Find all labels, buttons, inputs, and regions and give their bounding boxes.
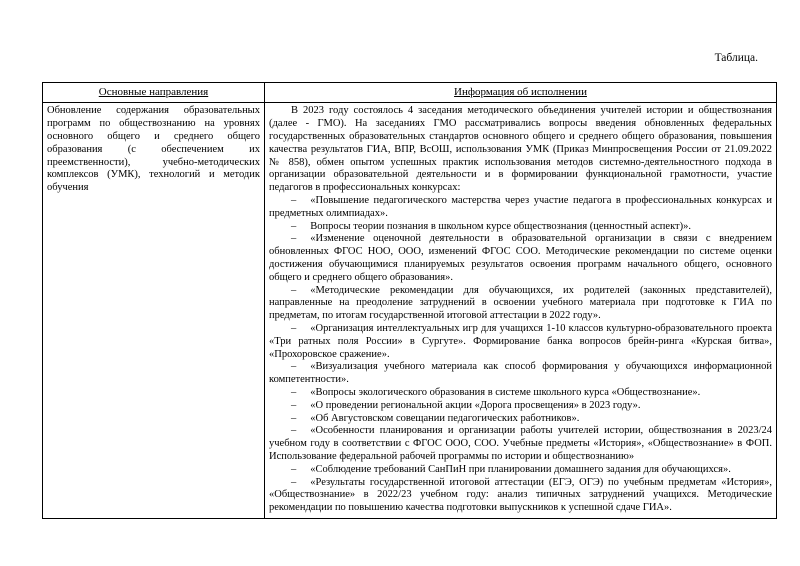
dash-marker: – — [291, 476, 297, 488]
list-item — [269, 195, 772, 221]
column-header-directions-label: Основные направления — [98, 86, 209, 98]
column-header-info — [265, 83, 777, 103]
list-item — [269, 233, 772, 284]
list-item-text: «Соблюдение требований СанПиН при планировании домашнего задания для обучающихся». — [310, 463, 731, 475]
table-header-row — [43, 83, 777, 103]
list-item — [269, 387, 772, 400]
list-item — [269, 413, 772, 426]
dash-marker: – — [291, 322, 297, 334]
list-item-text: «Визуализация учебного материала как способ формирования у обучающихся информационной компетентности». — [269, 361, 772, 386]
list-item — [269, 400, 772, 413]
cell-direction — [43, 103, 265, 519]
list-item-text: «Повышение педагогического мастерства через участие педагога в профессиональных конкурсах и предметных олимпиадах». — [269, 194, 772, 219]
main-table — [42, 82, 777, 519]
direction-text: Обновление содержания образовательных программ по обществознанию на уровнях основного общего и среднего общего образования (с обеспечением их преемственности), учебно-методических комплексов (УМК), технологий и методик обучения — [47, 105, 260, 194]
list-item-text: «Организация интеллектуальных игр для учащихся 1-10 классов культурно-образовательного проекта «Три ратных поля России» в Сургуте». Формирование банка вопросов брейн-ринга «Курская битва», «Прохоровское сражение». — [269, 322, 772, 360]
dash-marker: – — [291, 233, 297, 245]
column-header-info-label: Информация об исполнении — [454, 86, 587, 98]
list-item-text: «Методические рекомендации для обучающихся, их родителей (законных представителей), направленные на преодоление затруднений в освоении учебного материала при подготовке к ГИА по предметам, по итогам государственной итоговой аттестации в 2022 году». — [269, 284, 772, 322]
list-item — [269, 464, 772, 477]
dash-marker: – — [291, 399, 297, 411]
table-caption: Таблица. — [714, 52, 758, 64]
dash-marker: – — [291, 425, 297, 437]
dash-marker: – — [291, 220, 297, 232]
list-item — [269, 285, 772, 323]
cell-info — [265, 103, 777, 519]
list-item-text: «Особенности планирования и организации работы учителей истории, обществознания в 2023/24 учебном году в соответствии с ФГОС ООО, СОО. Учебные предметы «История», «Обществознание» в ФОП. Использование федеральной рабочей программы по истории и обществознанию» — [269, 425, 772, 462]
list-item-text: «Об Августовском совещании педагогических работников». — [310, 412, 580, 424]
list-item — [269, 477, 772, 515]
list-item-text: «Результаты государственной итоговой аттестации (ЕГЭ, ОГЭ) по учебным предметам «История», «Обществознание» в 2022/23 учебном году: анализ типичных затруднений учащихся. Методические рекомендации по повышению качества подготовки выпускников к успешной сдаче ГИА». — [269, 476, 772, 514]
list-item-text: «О проведении региональной акции «Дорога просвещения» в 2023 году». — [310, 399, 641, 411]
column-header-directions — [43, 83, 265, 103]
info-intro-text: В 2023 году состоялось 4 заседания методического объединения учителей истории и обществознания (далее - ГМО). На заседаниях ГМО рассматривались вопросы введения обновленных федеральных государственных образовательных стандартов основного общего и среднего общего образования, повышения качества результатов ГИА, ВПР, ВсОШ, использования УМК (Приказ Минпросвещения России от 21.09.2022 № 858), обмен опытом успешных практик использования методов системно-деятельностного подхода в организации образовательной деятельности и в формировании функциональной грамотности, участие педагогов в профессиональных конкурсах: — [269, 105, 772, 194]
dash-marker: – — [291, 463, 297, 475]
list-item-text: Вопросы теории познания в школьном курсе обществознания (ценностный аспект)». — [310, 220, 691, 232]
table-row — [43, 103, 777, 519]
dash-marker: – — [291, 412, 297, 424]
dash-marker: – — [291, 386, 297, 398]
dash-marker: – — [291, 361, 297, 373]
list-item — [269, 323, 772, 361]
dash-marker: – — [291, 194, 297, 206]
dash-marker: – — [291, 284, 297, 296]
list-item-text: «Изменение оценочной деятельности в образовательной организации в связи с внедрением обновленных ФГОС НОО, ООО, изменений ФГОС СОО. Методические рекомендации по системе оценки достижения обучающимися планируемых результатов освоения программ начального общего, основного общего и среднего общего образования». — [269, 233, 772, 283]
list-item — [269, 425, 772, 463]
list-item — [269, 221, 772, 234]
list-item — [269, 361, 772, 387]
list-item-text: «Вопросы экологического образования в системе школьного курса «Обществознание». — [310, 386, 701, 398]
